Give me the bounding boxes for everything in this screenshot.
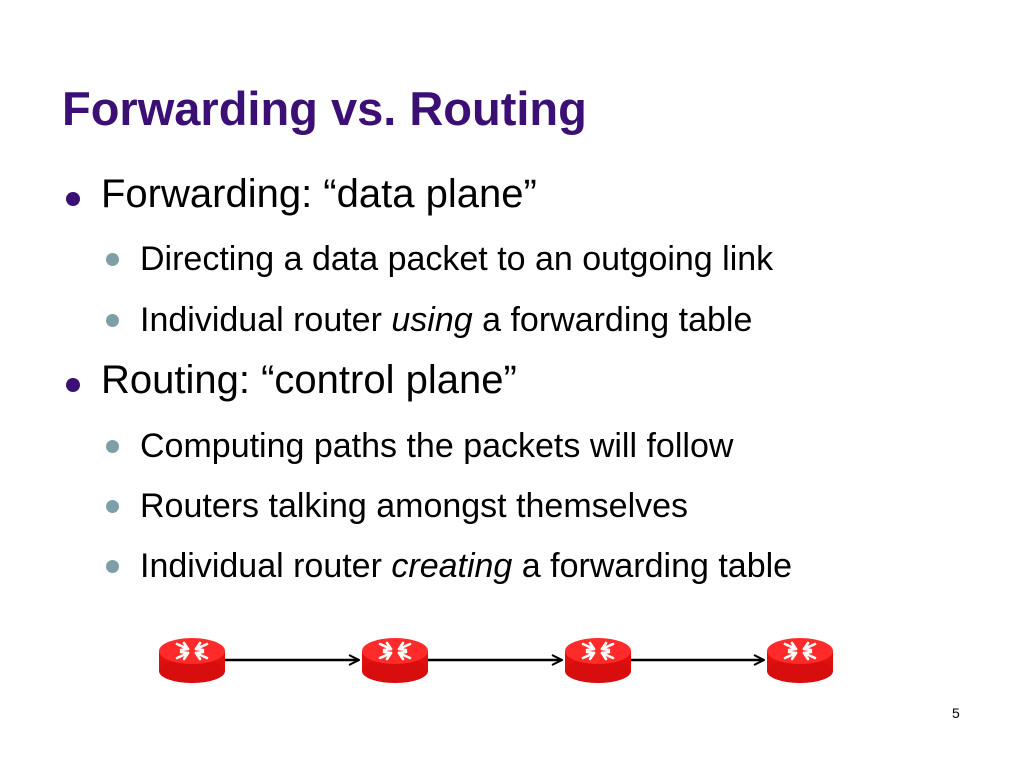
- bullet-text: Routing: “control plane”: [101, 358, 517, 402]
- router-icon: [565, 638, 631, 683]
- sub-bullet-emphasis: creating: [391, 547, 513, 585]
- page-number: 5: [952, 705, 960, 721]
- sub-bullet-text: Computing paths the packets will follow: [140, 427, 734, 465]
- bullet-dot-icon: [66, 192, 80, 206]
- sub-bullet-text-after: a forwarding table: [472, 301, 753, 339]
- sub-bullet-creating-table: [140, 545, 792, 587]
- sub-bullet-text: Directing a data packet to an outgoing link: [140, 240, 774, 278]
- sub-bullet-computing-paths: [140, 425, 733, 467]
- router-chain-diagram: [0, 615, 1024, 705]
- bullet-routing: [101, 356, 517, 404]
- router-icon: [767, 638, 833, 683]
- sub-bullet-using-table: [140, 299, 752, 341]
- sub-bullet-dot-icon: [106, 253, 119, 266]
- sub-bullet-dot-icon: [106, 560, 119, 573]
- slide-title: Forwarding vs. Routing: [62, 82, 587, 135]
- sub-bullet-text: Individual router: [140, 301, 392, 339]
- sub-bullet-text: Individual router: [140, 547, 392, 585]
- sub-bullet-text: Routers talking amongst themselves: [140, 487, 689, 525]
- bullet-dot-icon: [66, 378, 80, 392]
- sub-bullet-dot-icon: [106, 440, 119, 453]
- sub-bullet-text-after: a forwarding table: [512, 547, 793, 585]
- sub-bullet-routers-talking: [140, 485, 688, 527]
- router-icon: [362, 638, 428, 683]
- bullet-text: Forwarding: “data plane”: [101, 172, 537, 216]
- sub-bullet-emphasis: using: [391, 301, 473, 339]
- sub-bullet-dot-icon: [106, 314, 119, 327]
- router-icon: [159, 638, 225, 683]
- sub-bullet-dot-icon: [106, 500, 119, 513]
- sub-bullet-directing-packet: [140, 238, 773, 280]
- bullet-forwarding: [101, 170, 537, 218]
